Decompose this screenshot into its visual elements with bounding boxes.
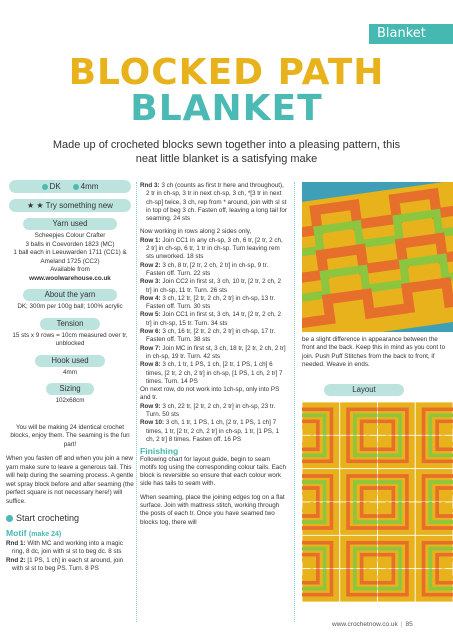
row-text: [1 PS, 1 ch] in each st around, join with sl st to beg PS. Turn. 8 PS (12, 556, 124, 572)
row-label: Row 3: (140, 278, 161, 286)
layout-block (340, 569, 378, 602)
column-divider (136, 182, 137, 622)
pattern-row (6, 557, 134, 574)
yarn-line: 3 balls in Coevorden 1823 (MC) (25, 240, 115, 248)
dk-label: DK (49, 182, 61, 191)
body-paragraph: When you fasten off and when you join a new yarn make sure to leave a generous tail. This will help during the seaming process. A gentle wet spray block before and after seaming (the perfect square is not necessary here!) will suffice. (6, 455, 134, 505)
sizing-text: 102x68cm (55, 397, 85, 404)
layout-block (378, 569, 416, 602)
about-yarn-label: About the yarn (23, 289, 117, 301)
tension-text: 15 sts x 9 rows = 10cm measured over tr, unblocked (12, 331, 128, 347)
layout-block (302, 502, 340, 535)
row-text: 3 ch, 1 tr, 1 PS, 1 ch, [2 tr, 1 PS, 1 ch] 7 times, 1 tr, [2 tr, 2 ch, 2 tr] in ch-sp, 1 tr, [1 PS, 1 ch, 2 tr] 8 times. Fasten off. 16 PS (146, 419, 279, 443)
layout-block (378, 435, 416, 468)
row-text: 3 ch, 1 tr, 1 PS, 1 ch, [2 tr, 1 PS, 1 ch] 6 times, [2 tr, 2 ch, 2 tr] in ch-sp, [1 PS, 1 ch, 2 tr] 7 times. Turn. 14 PS (146, 361, 283, 385)
motif-heading (6, 529, 134, 540)
hook-used-text: 4mm (63, 368, 77, 376)
layout-block (378, 469, 416, 502)
difficulty-pill: ★ ★ Try something new (9, 199, 131, 212)
layout-block (378, 535, 416, 568)
pattern-row (140, 361, 288, 386)
row-label: Rnd 1: (6, 539, 26, 547)
layout-block (302, 569, 340, 602)
row-label: Rnd 2: (6, 556, 26, 564)
pattern-column (140, 182, 288, 527)
section-tab: Blanket (369, 24, 453, 44)
yarn-url-link[interactable]: www.woolwarehouse.co.uk (29, 274, 111, 282)
pattern-note: On next row, do not work into 1ch-sp, only into PS and tr. (140, 386, 280, 402)
title-line-2: BLANKET (130, 88, 323, 129)
layout-block (302, 402, 340, 435)
finishing-heading: Finishing (140, 446, 179, 457)
layout-block (415, 402, 453, 435)
pattern-row (140, 328, 288, 345)
row-text: Join CC1 in any ch-sp, 3 ch, 6 tr, [2 tr, 2 ch, 2 tr] in ch-sp, 6 tr, 1 tr in ch-sp. Turn leaving rem sts unworked. 18 sts (146, 236, 283, 261)
yarn-line: 1 ball each in Leeuwarden 1711 (CC1) & (13, 249, 127, 256)
layout-block (415, 569, 453, 602)
motif-title: Motif (6, 528, 27, 538)
level-pill (9, 180, 131, 193)
row-label: Row 8: (140, 361, 161, 369)
sizing-label: Sizing (46, 383, 94, 395)
row-label: Row 2: (140, 261, 161, 269)
intro-text: Made up of crocheted blocks sewn together into a pleasing pattern, this neat little blanket is a satisfying make (52, 139, 401, 165)
pattern-row (140, 262, 288, 279)
row-text: With MC and working into a magic ring, 8 dc, join with sl st to beg dc. 8 sts (12, 539, 123, 555)
pattern-row (140, 182, 288, 223)
row-label: Row 7: (140, 344, 161, 352)
yarn-used-text (6, 232, 134, 283)
row-text: Join MC in first st, 3 ch, 18 tr, [2 tr, 2 ch, 2 tr] in ch-sp, 19 tr. Turn. 42 sts (146, 344, 286, 360)
row-text: Join CC1 in first st, 3 ch, 14 tr, [2 tr, 2 ch, 2 tr] in ch-sp, 15 tr. Turn. 34 sts (146, 311, 282, 327)
pattern-row (6, 540, 134, 557)
yarn-line: Available from (50, 266, 90, 273)
finishing-paragraph: Following chart for layout guide, begin to seam motifs tog using the corresponding colour tails. Each block is reversible so ensure that each colour work side has tails to seam with. (140, 455, 286, 488)
page-number: 85 (405, 621, 413, 628)
layout-block (340, 402, 378, 435)
layout-block (340, 502, 378, 535)
layout-block (415, 502, 453, 535)
pattern-note: Now working in rows along 2 sides only, (140, 228, 252, 236)
layout-block (340, 469, 378, 502)
row-text: 3 ch, 12 tr, [2 tr, 2 ch, 2 tr] in ch-sp, 13 tr. Fasten off. Turn. 30 sts (146, 294, 276, 311)
row-label: Row 9: (140, 402, 161, 410)
layout-block (302, 435, 340, 468)
layout-block (378, 502, 416, 535)
hook-label: 4mm (80, 182, 99, 191)
row-text: 3 ch, 8 tr, [2 tr, 2 ch, 2 tr] in ch-sp, 9 tr. Fasten off. Turn. 22 sts (146, 261, 269, 277)
about-yarn-text: DK; 300m per 100g ball; 100% acrylic (17, 303, 123, 310)
dot-icon (6, 515, 13, 522)
yarn-used-label: Yarn used (23, 218, 117, 230)
row-label: Row 6: (140, 328, 161, 336)
layout-block (378, 402, 416, 435)
hook-used-label: Hook used (35, 355, 105, 367)
pattern-row (140, 419, 288, 444)
pattern-row (140, 295, 288, 312)
pattern-row (140, 311, 288, 328)
title-line-1: BLOCKED PATH (68, 52, 385, 93)
blanket-photo (302, 182, 453, 332)
row-label: Row 1: (140, 236, 161, 244)
row-label: Row 4: (140, 294, 161, 302)
layout-block (415, 535, 453, 568)
layout-block (415, 469, 453, 502)
layout-block (340, 535, 378, 568)
column-divider (294, 182, 295, 622)
info-column (6, 180, 134, 574)
dot-icon (42, 184, 48, 190)
body-paragraph: You will be making 24 identical crochet blocks, enjoy them. The seaming is the fun part! (10, 423, 130, 448)
motif-note: (make 24) (28, 531, 62, 538)
layout-block (302, 469, 340, 502)
layout-block (415, 435, 453, 468)
start-crocheting-label: Start crocheting (16, 513, 80, 523)
right-text (302, 336, 448, 369)
row-label: Rnd 3: (140, 182, 160, 189)
pattern-row (140, 345, 288, 362)
tension-label: Tension (40, 318, 100, 330)
weave-paragraph: be a slight difference in appearance between the front and the back. Keep this in mind as you cont to join. Push Puff Stitches from the back to front, if needed. Weave in ends. (302, 336, 446, 368)
layout-block (302, 535, 340, 568)
pattern-row (140, 278, 288, 295)
layout-chart (302, 402, 453, 602)
row-text: 3 ch, 22 tr, [2 tr, 2 ch, 2 tr] in ch-sp, 23 tr. Turn. 50 sts (146, 402, 276, 419)
yarn-line: Scheepjes Colour Crafter (34, 232, 106, 239)
row-text: 3 ch (counts as first tr here and throughout), 2 tr in ch-sp, 3 tr in next ch-sp, 3 ch, *[3 tr in next ch-sp] twice, 3 ch, rep from * around, join with sl st in top of beg 3 ch. Fasten off, leaving a long tail for seaming. 24 sts (146, 182, 287, 223)
layout-label: Layout (324, 384, 404, 396)
start-crocheting-heading (6, 512, 134, 524)
finishing-paragraph: When seaming, place the joining edges tog on a flat surface. Join with mattress stitch, working through the posts of each tr. Once you have seamed two blocks tog, there will (140, 493, 285, 526)
dot-icon (73, 184, 79, 190)
yarn-line: Ameland 1725 (CC2) (40, 257, 100, 265)
row-text: 3 ch, 16 tr, [2 tr, 2 ch, 2 tr] in ch-sp, 17 tr. Fasten off. Turn. 38 sts (146, 328, 276, 344)
layout-block (340, 435, 378, 468)
row-label: Row 5: (140, 311, 161, 319)
pattern-row (140, 403, 288, 420)
footer-url[interactable]: www.crochetnow.co.uk (332, 621, 398, 628)
row-text: Join CC2 in first st, 3 ch, 10 tr, [2 tr, 2 ch, 2 tr] in ch-sp, 11 tr. Turn. 26 sts (146, 278, 282, 294)
pattern-row (140, 237, 288, 262)
row-label: Row 10: (140, 419, 165, 427)
page-footer: www.crochetnow.co.uk | 85 (332, 621, 413, 628)
